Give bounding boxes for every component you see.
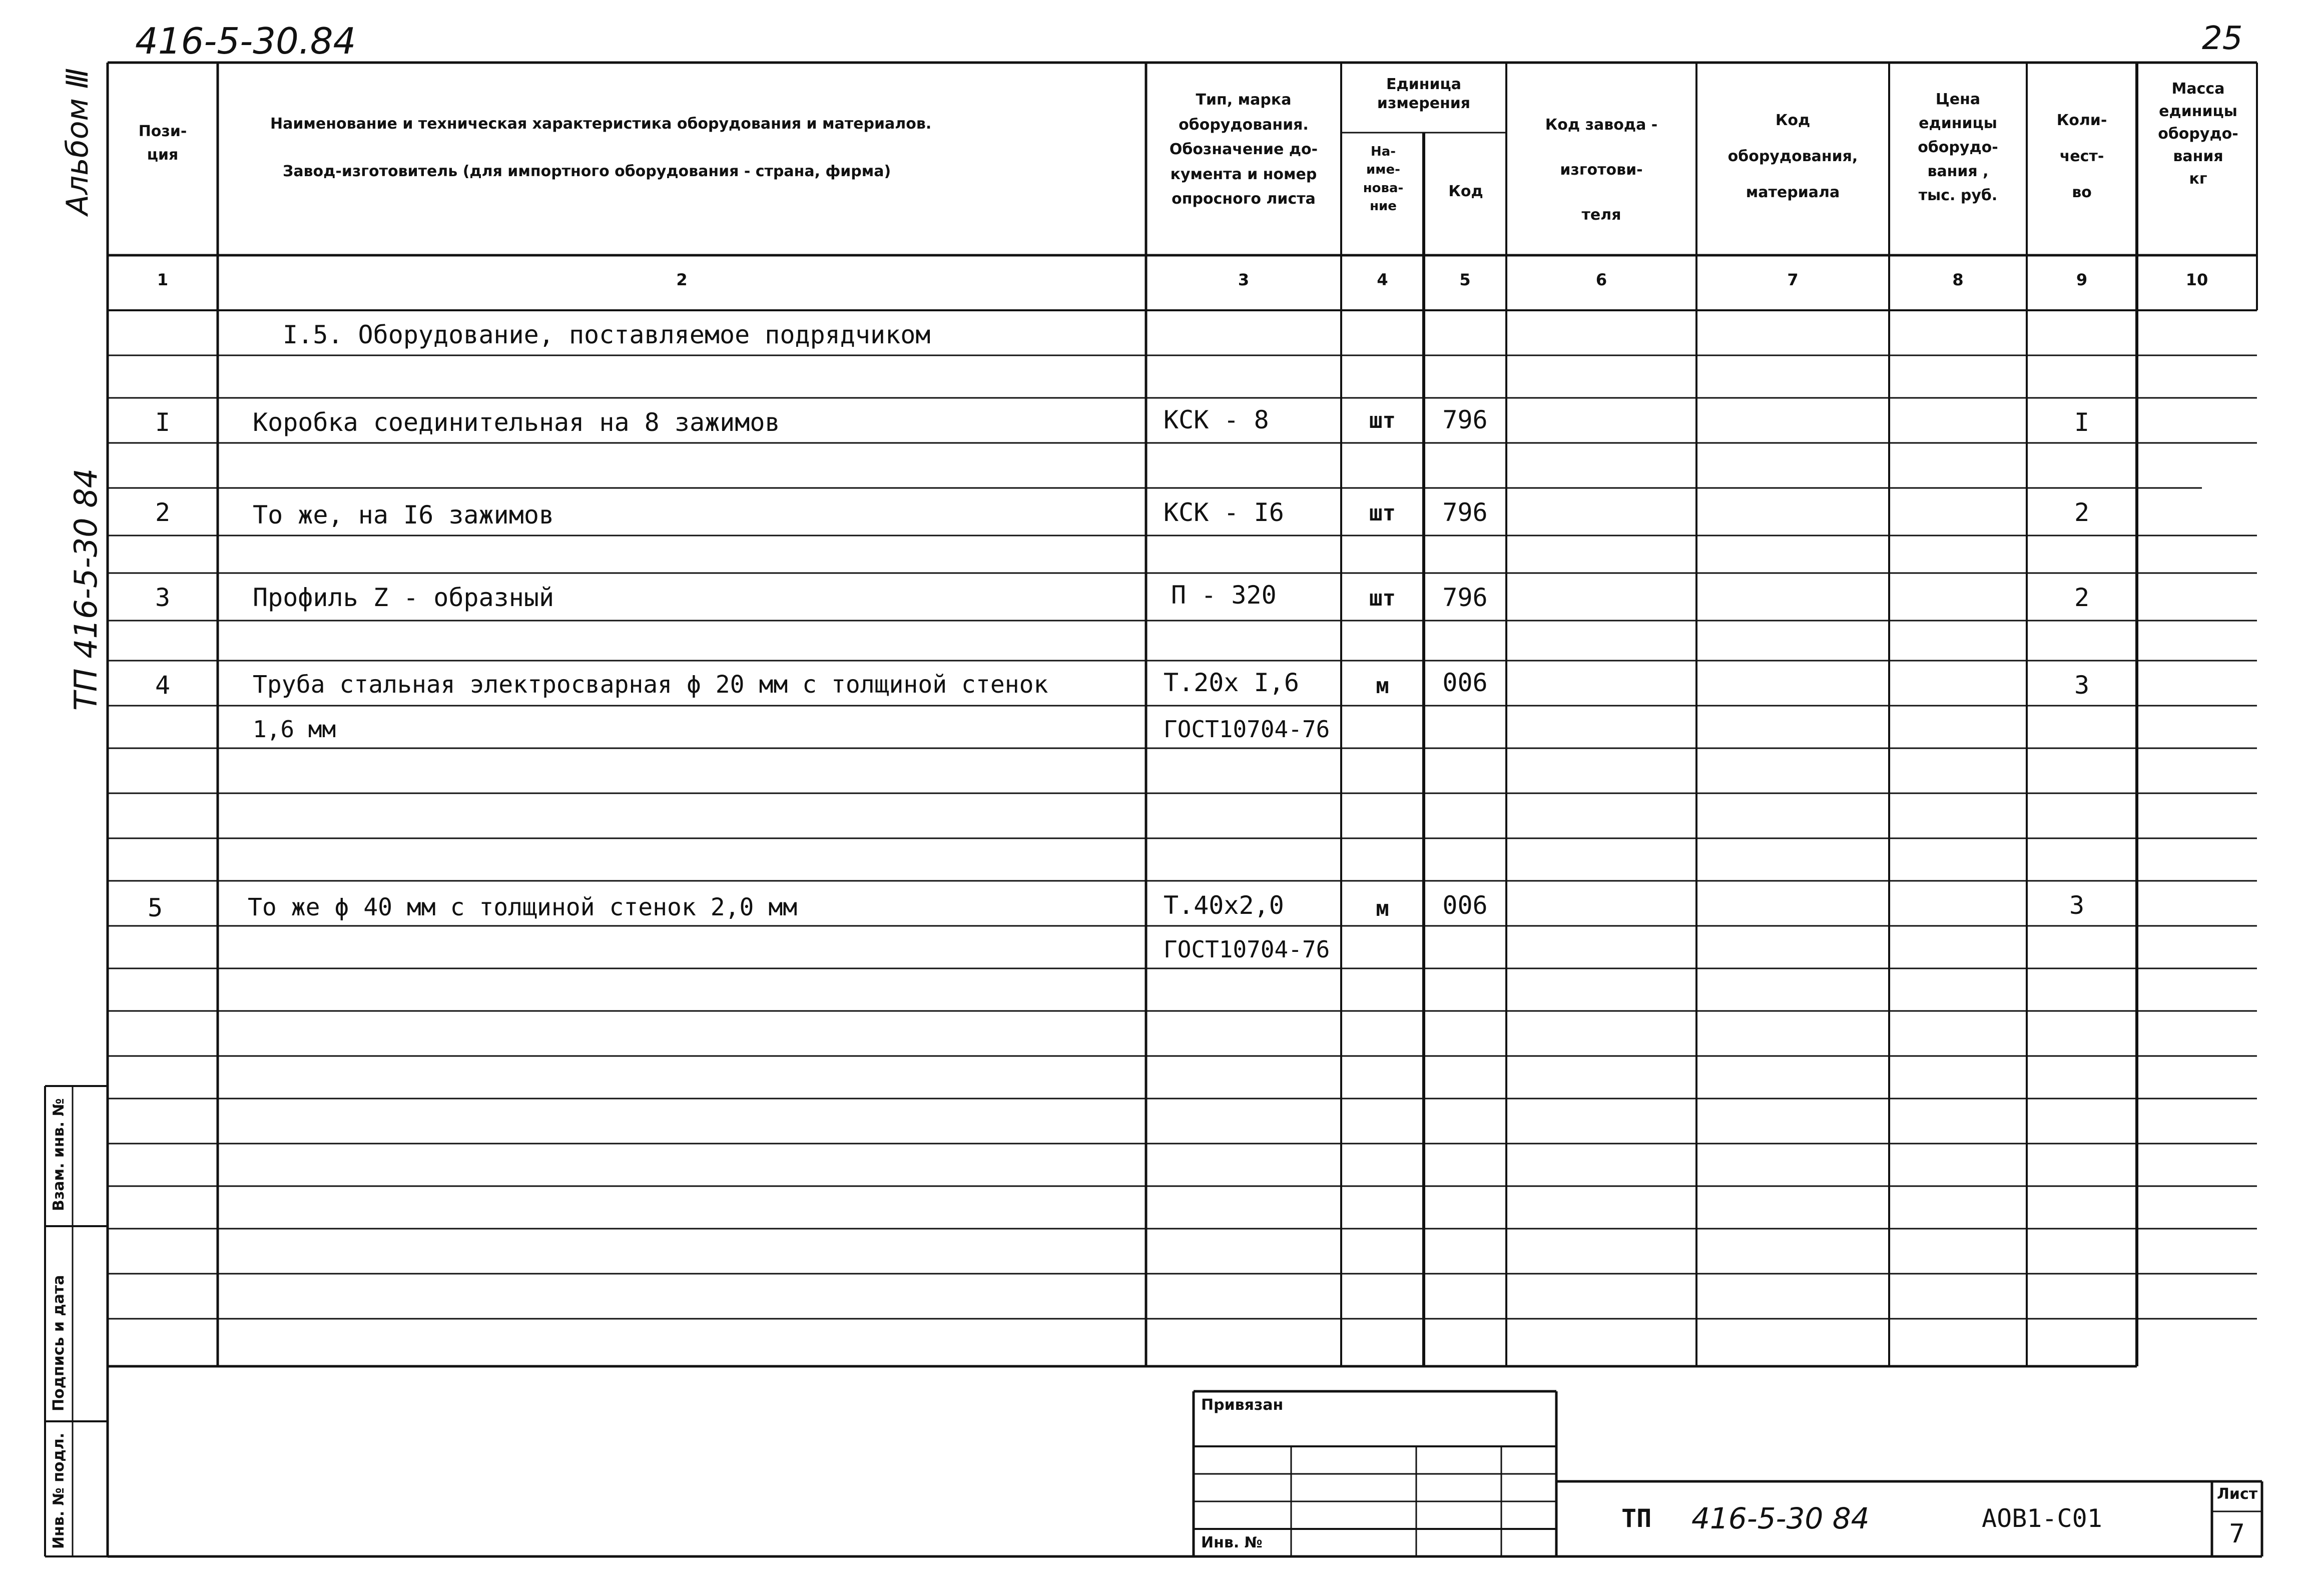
- row-quantity: I: [2074, 408, 2090, 437]
- column-number: 8: [1952, 270, 1964, 289]
- row-unit-code: 796: [1442, 405, 1488, 434]
- list-number: 7: [2229, 1519, 2245, 1549]
- inv-orig-label: Инв. № подл.: [50, 1432, 68, 1549]
- privyazan-label: Привязан: [1201, 1396, 1284, 1414]
- document-code-handwritten: 416-5-30.84: [135, 20, 356, 62]
- row-unit: м: [1376, 673, 1389, 699]
- row-unit-code: 006: [1442, 668, 1488, 697]
- column-number: 3: [1238, 270, 1250, 289]
- row-name: Профиль Z - образный: [253, 583, 554, 612]
- row-quantity: 2: [2074, 583, 2090, 612]
- row-unit: м: [1376, 896, 1389, 921]
- row-name: Труба стальная электросварная ϕ 20 мм с толщиной стенок: [253, 671, 1048, 699]
- row-unit: шт: [1369, 500, 1396, 526]
- row-position: 5: [147, 893, 163, 922]
- header-unit-code: Код: [1448, 183, 1483, 200]
- header-mass: Масса единицы оборудо- вания кг: [2158, 80, 2238, 188]
- row-type: ГОСТ10704-76: [1164, 716, 1330, 743]
- row-type: П - 320: [1171, 581, 1277, 610]
- column-number: 6: [1595, 270, 1607, 289]
- tp-label: ТП: [1621, 1504, 1652, 1533]
- row-type: Т.20х I,6: [1164, 668, 1299, 697]
- header-price: Цена единицы оборудо- вания , тыс. руб.: [1918, 91, 1998, 204]
- title-doc-code: 416-5-30 84: [1691, 1501, 1870, 1535]
- column-number: 9: [2076, 270, 2088, 289]
- margin-document-code: ТП 416-5-30 84: [68, 468, 104, 711]
- row-type: Т.40х2,0: [1164, 891, 1284, 920]
- row-unit: шт: [1369, 586, 1396, 611]
- header-factory-code: Код завода - изготови- теля: [1545, 116, 1658, 224]
- row-quantity: 2: [2074, 498, 2090, 527]
- row-name: Коробка соединительная на 8 зажимов: [253, 408, 780, 437]
- row-position: 3: [155, 583, 171, 612]
- column-number: 2: [676, 270, 688, 289]
- row-name: То же, на I6 зажимов: [253, 500, 554, 529]
- header-unit-name: На- име- нова- ние: [1363, 144, 1404, 214]
- row-quantity: 3: [2069, 891, 2085, 920]
- row-type: ГОСТ10704-76: [1164, 936, 1330, 963]
- header-name-line2: Завод-изготовитель (для импортного оборудования - страна, фирма): [283, 163, 891, 180]
- column-number: 1: [157, 270, 169, 289]
- row-position: 2: [155, 498, 171, 527]
- row-unit-code: 796: [1442, 498, 1488, 527]
- row-name: 1,6 мм: [253, 716, 336, 743]
- column-number: 4: [1377, 270, 1388, 289]
- row-unit-code: 006: [1442, 891, 1488, 920]
- column-number: 10: [2185, 270, 2208, 289]
- row-unit: шт: [1369, 408, 1396, 433]
- header-quantity: Коли- чест- во: [2056, 112, 2107, 201]
- sheet-code: АОВ1-С01: [1982, 1504, 2102, 1533]
- row-quantity: 3: [2074, 671, 2090, 700]
- row-type: КСК - I6: [1164, 498, 1284, 527]
- header-position: Пози- ция: [138, 123, 187, 164]
- row-unit-code: 796: [1442, 583, 1488, 612]
- replace-inv-label: Взам. инв. №: [50, 1098, 68, 1211]
- row-position: I: [155, 408, 171, 437]
- section-heading: I.5. Оборудование, поставляемое подрядчиком: [283, 320, 931, 349]
- album-label: Альбом Ⅲ: [60, 68, 95, 215]
- row-position: 4: [155, 671, 171, 700]
- header-equipment-code: Код оборудования, материала: [1727, 112, 1858, 201]
- header-type: Тип, марка оборудования. Обозначение до- кумента и номер опросного листа: [1169, 91, 1318, 208]
- column-number: 7: [1787, 270, 1799, 289]
- row-type: КСК - 8: [1164, 405, 1269, 434]
- row-name: То же ϕ 40 мм с толщиной стенок 2,0 мм: [248, 893, 798, 921]
- sign-date-label: Подпись и дата: [50, 1275, 68, 1411]
- list-label: Лист: [2217, 1485, 2258, 1503]
- header-name-line1: Наименование и техническая характеристика оборудования и материалов.: [270, 115, 932, 133]
- header-unit: Единица измерения: [1377, 76, 1471, 112]
- page-number: 25: [2202, 20, 2243, 57]
- column-number: 5: [1459, 270, 1471, 289]
- inv-number-label: Инв. №: [1201, 1534, 1263, 1551]
